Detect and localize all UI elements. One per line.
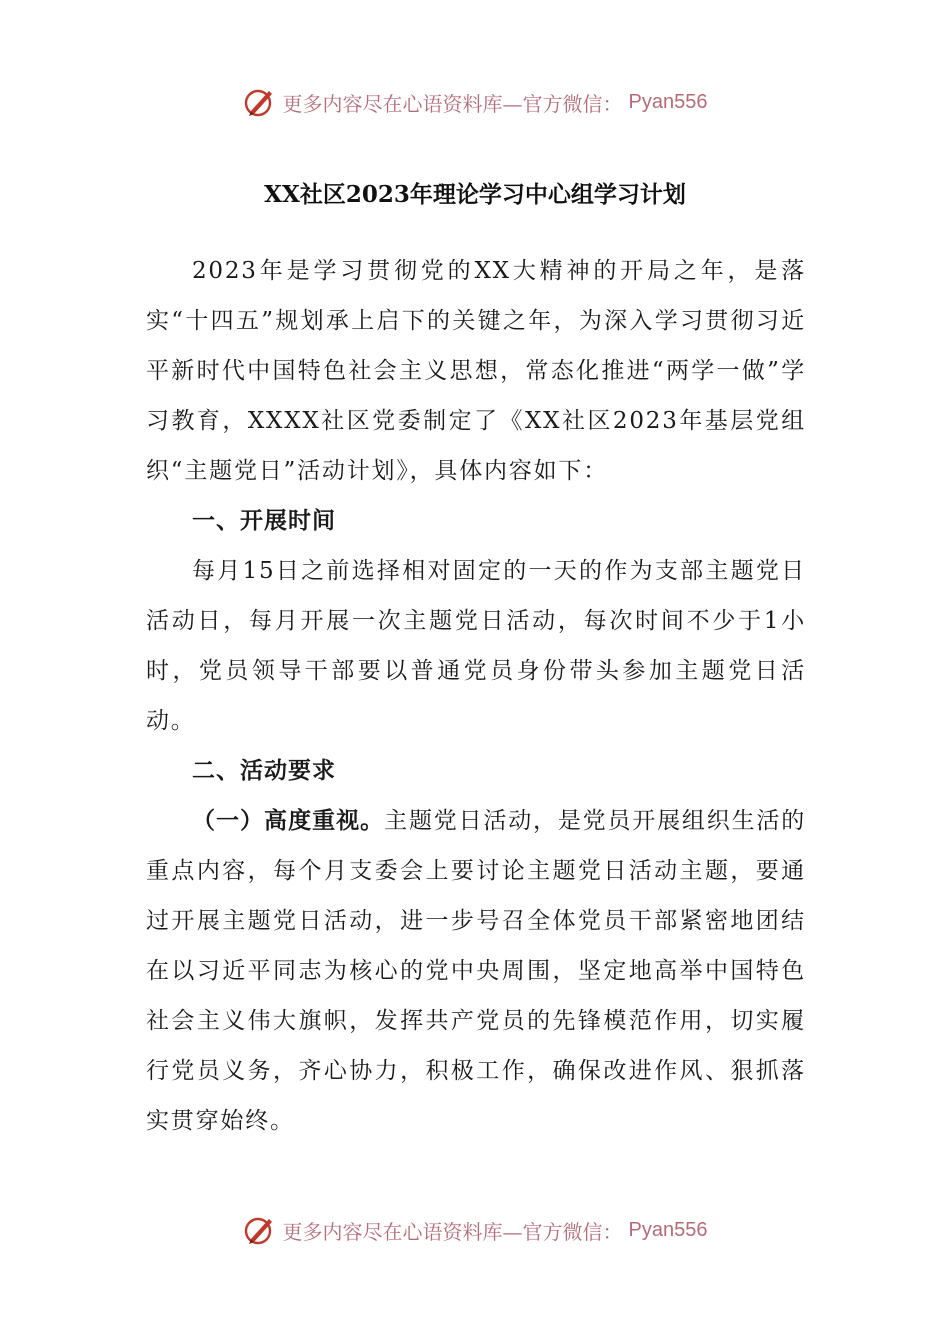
- intro-paragraph: 2023年是学习贯彻党的XX大精神的开局之年，是落实“十四五”规划承上启下的关键之年，为深入学习贯彻习近平新时代中国特色社会主义思想，常态化推进“两学一做”学习教育，XXXX社区党委制定了《XX社区2023年基层党组织“主题党日”活动计划》，具体内容如下：: [146, 258, 806, 484]
- footer-watermark-banner: [0, 1210, 950, 1250]
- requirement-item-1-lead: （一）高度重视。: [192, 808, 385, 834]
- section-time-paragraph: 每月15日之前选择相对固定的一天的作为支部主题党日活动日，每月开展一次主题党日活动，每次时间不少于1小时，党员领导干部要以普通党员身份带头参加主题党日活动。: [146, 558, 806, 734]
- requirement-item-1: [146, 796, 806, 1146]
- watermark-text: 更多内容尽在心语资料库—官方微信：: [282, 1219, 623, 1244]
- watermark-wechat-id: Pyan556: [628, 1218, 708, 1241]
- header-watermark-banner: [0, 82, 950, 122]
- watermark-wechat-id: Pyan556: [628, 90, 708, 113]
- document-body: [146, 246, 806, 1146]
- watermark-text: 更多内容尽在心语资料库—官方微信：: [282, 91, 623, 116]
- section-heading-requirements: 二、活动要求: [192, 758, 336, 784]
- document-title: XX社区2023年理论学习中心组学习计划: [264, 181, 686, 208]
- section-heading-time: 一、开展时间: [192, 508, 336, 534]
- pen-logo-icon: [243, 85, 277, 119]
- requirement-item-1-body: 主题党日活动，是党员开展组织生活的重点内容，每个月支委会上要讨论主题党日活动主题，要通过开展主题党日活动，进一步号召全体党员干部紧密地团结在以习近平同志为核心的党中央周围，坚定地高举中国特色社会主义伟大旗帜，发挥共产党员的先锋模范作用，切实履行党员义务，齐心协力，积极工作，确保改进作风、狠抓落实贯穿始终。: [146, 808, 807, 1134]
- pen-logo-icon: [243, 1213, 277, 1247]
